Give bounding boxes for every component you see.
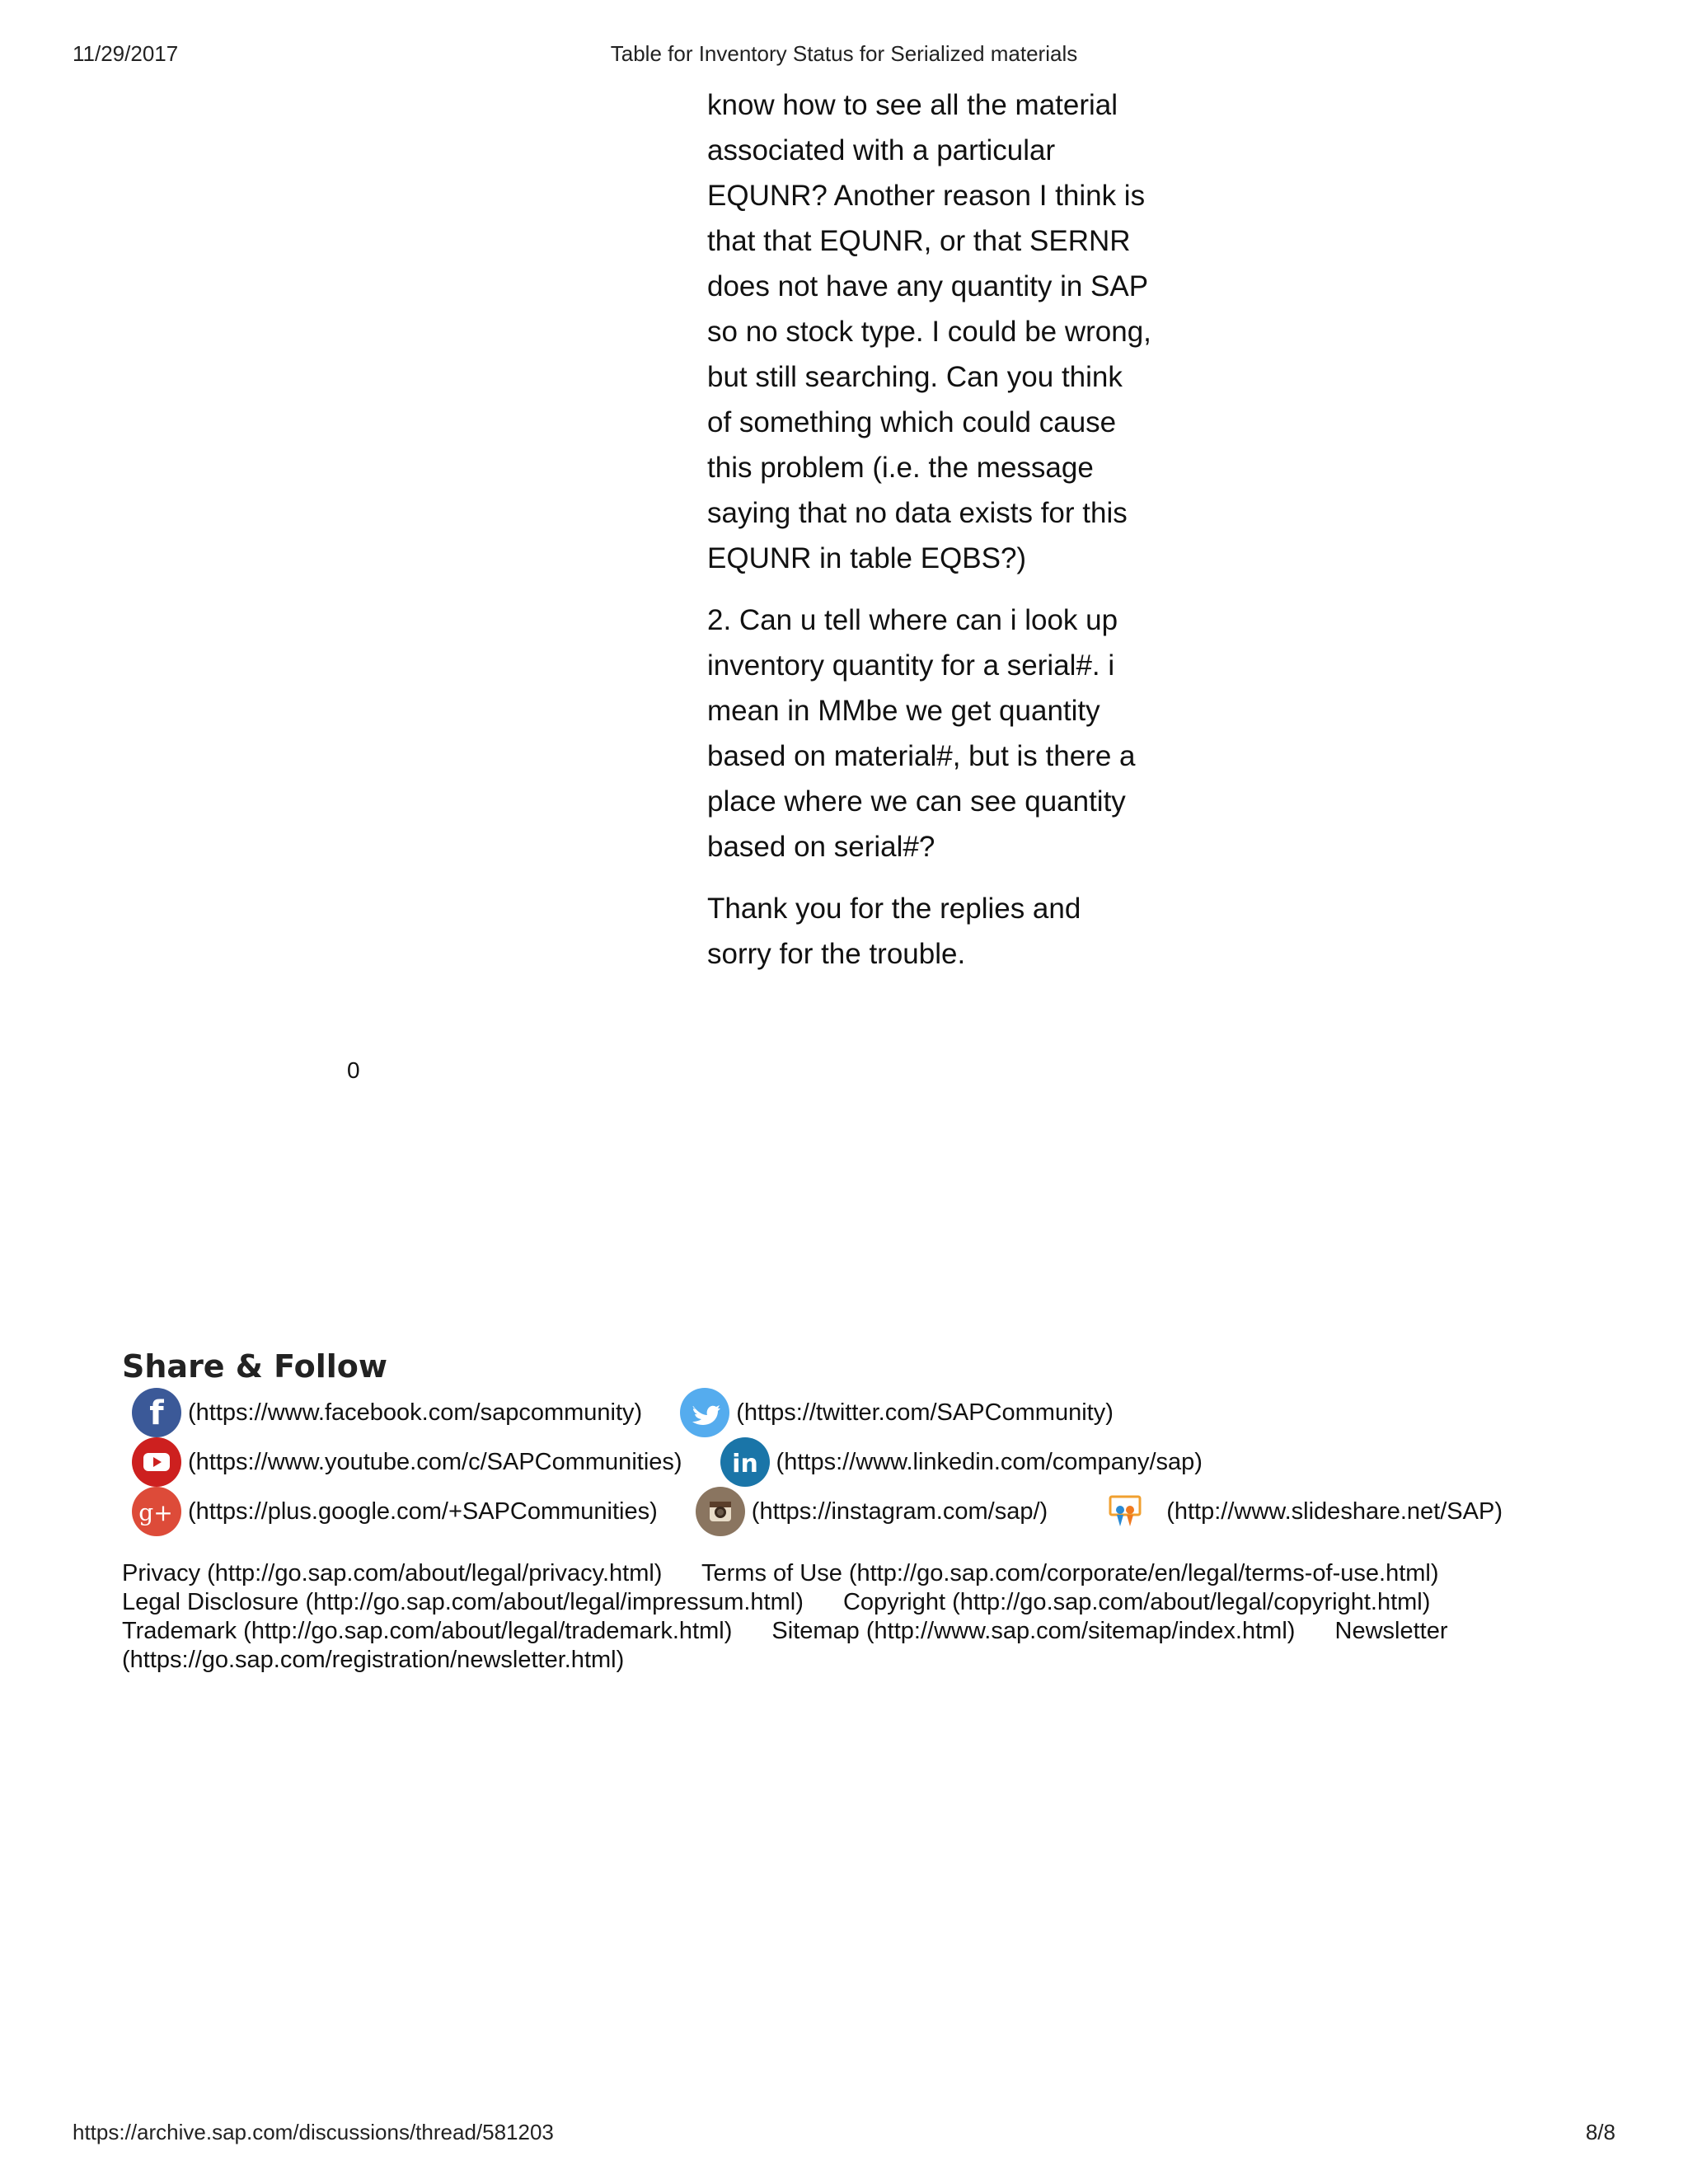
trademark-link[interactable]: Trademark (http://go.sap.com/about/legal/trademark.html) [122, 1618, 733, 1644]
legal-row [122, 1617, 1589, 1646]
linkedin-link-text: (https://www.linkedin.com/company/sap) [776, 1448, 1203, 1475]
facebook-link[interactable] [122, 1388, 642, 1437]
facebook-icon [132, 1388, 181, 1437]
terms-of-use-link[interactable]: Terms of Use (http://go.sap.com/corporate/en/legal/terms-of-use.html) [701, 1560, 1439, 1586]
social-row [122, 1388, 1606, 1437]
googleplus-link[interactable] [122, 1487, 658, 1536]
legal-row [122, 1646, 1589, 1675]
page-url: https://archive.sap.com/discussions/thread/581203 [73, 2120, 554, 2144]
svg-text:in: in [731, 1450, 758, 1479]
share-follow-section [122, 1348, 1606, 1675]
linkedin-icon [720, 1437, 770, 1487]
legal-disclosure-link[interactable]: Legal Disclosure (http://go.sap.com/about/legal/impressum.html) [122, 1589, 804, 1615]
post-paragraph: Thank you for the replies and sorry for the trouble. [707, 893, 1081, 970]
slideshare-icon [1100, 1487, 1150, 1536]
slideshare-link-text: (http://www.slideshare.net/SAP) [1166, 1497, 1503, 1525]
slideshare-link[interactable] [1076, 1487, 1503, 1536]
instagram-link-text: (https://instagram.com/sap/) [751, 1497, 1048, 1525]
share-follow-heading: Share & Follow [122, 1348, 387, 1385]
twitter-icon [680, 1388, 729, 1437]
copyright-link[interactable]: Copyright (http://go.sap.com/about/legal/copyright.html) [842, 1589, 1431, 1615]
post-paragraph: 2. Can u tell where can i look up inventory quantity for a serial#. i mean in MMbe we get quantity based on material#, but is there a place where we can see quantity based on serial#? [707, 604, 1136, 863]
vote-count: 0 [347, 1057, 360, 1083]
linkedin-link[interactable] [710, 1437, 1203, 1487]
social-row [122, 1487, 1606, 1536]
twitter-link[interactable] [670, 1388, 1114, 1437]
social-row [122, 1437, 1606, 1487]
svg-text:f: f [149, 1394, 164, 1432]
googleplus-link-text: (https://plus.google.com/+SAPCommunities) [188, 1497, 658, 1525]
google-plus-icon [132, 1487, 181, 1536]
post-paragraph: know how to see all the material associated with a particular EQUNR? Another reason I think is that that EQUNR, or that SERNR does not have any quantity in SAP so no stock type. I could be wrong, but still searching. Can you think of something which could cause this problem (i.e. the message saying that no data exists for this EQUNR in table EQBS?) [707, 89, 1151, 574]
newsletter-url[interactable]: (https://go.sap.com/registration/newsletter.html) [122, 1647, 625, 1673]
document-title: Table for Inventory Status for Serialized materials [610, 41, 1078, 66]
youtube-icon [132, 1437, 181, 1487]
facebook-link-text: (https://www.facebook.com/sapcommunity) [188, 1399, 643, 1426]
svg-text:g+: g+ [138, 1499, 173, 1526]
legal-row [122, 1588, 1589, 1617]
newsletter-link[interactable]: Newsletter [1334, 1618, 1448, 1644]
instagram-link[interactable] [686, 1487, 1048, 1536]
youtube-link[interactable] [122, 1437, 682, 1487]
legal-links [122, 1559, 1589, 1675]
print-date: 11/29/2017 [73, 41, 179, 66]
youtube-link-text: (https://www.youtube.com/c/SAPCommunities) [188, 1448, 682, 1475]
privacy-link[interactable]: Privacy (http://go.sap.com/about/legal/privacy.html) [122, 1560, 663, 1586]
instagram-icon [696, 1487, 745, 1536]
legal-row [122, 1559, 1589, 1588]
twitter-link-text: (https://twitter.com/SAPCommunity) [736, 1399, 1114, 1426]
post-body [707, 82, 1152, 993]
page-number: 8/8 [1585, 2120, 1615, 2144]
sitemap-link[interactable]: Sitemap (http://www.sap.com/sitemap/index.html) [771, 1618, 1296, 1644]
